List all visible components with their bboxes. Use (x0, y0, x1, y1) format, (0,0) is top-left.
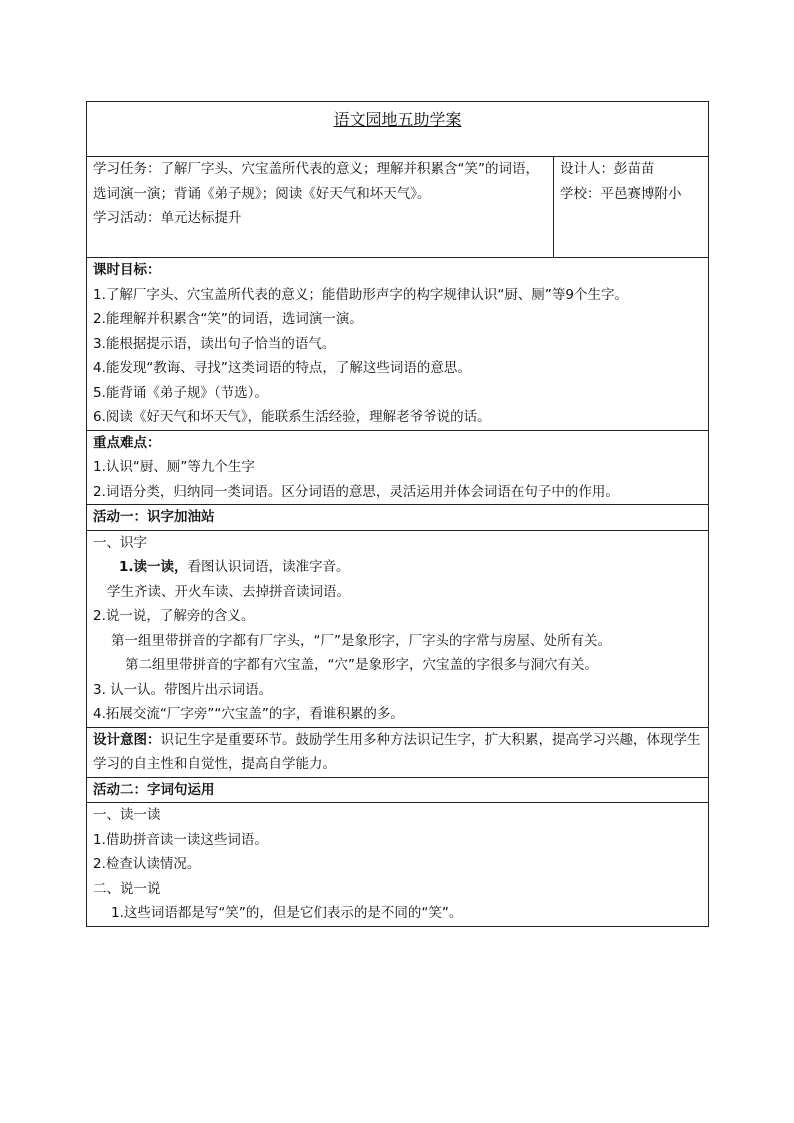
goals-row (87, 258, 709, 431)
document-title: 语文园地五助学案 (333, 110, 462, 129)
task-cell (87, 157, 554, 258)
learning-activity: 学习活动：单元达标提升 (93, 210, 242, 226)
activity1-body-cell (87, 530, 709, 727)
activity2-body-cell (87, 803, 709, 927)
goals-cell (87, 258, 709, 431)
design-intent-row (87, 727, 709, 777)
activity1-body-row (87, 530, 709, 727)
keypoints-cell (87, 430, 709, 505)
activity1-line: 2.说一说，了解旁的含义。 (93, 608, 255, 624)
design-intent (93, 728, 702, 777)
activity1-line: 4.拓展交流“厂字旁”“穴宝盖”的字，看谁积累的多。 (93, 706, 404, 722)
activity2-line: 二、说一说 (93, 880, 161, 897)
designer-cell (554, 157, 709, 258)
keypoints-row (87, 430, 709, 505)
designer: 设计人：彭苗苗 (560, 161, 655, 177)
activity1-heading: 活动一：识字加油站 (93, 509, 215, 525)
lesson-plan-table (86, 101, 709, 927)
keypoint-item: 2.词语分类，归纳同一类词语。区分词语的意思，灵活运用并体会词语在句子中的作用。 (93, 483, 619, 500)
activity1-line: 第一组里带拼音的字都有厂字头，“厂”是象形字，厂字头的字常与房屋、处所有关。 (111, 632, 611, 649)
activity2-heading-cell (87, 777, 709, 803)
activity2-line: 1.这些词语都是写“笑”的，但是它们表示的是不同的“笑”。 (111, 905, 463, 921)
goal-item: 2.能理解并积累含“笑”的词语，选词演一演。 (93, 311, 363, 327)
info-row (87, 157, 709, 258)
activity2-line: 1.借助拼音读一读这些词语。 (93, 831, 268, 848)
activity1-line (93, 555, 702, 580)
activity2-line: 一、读一读 (93, 807, 161, 823)
goal-item: 4.能发现“教诲、寻找”这类词语的特点，了解这些词语的意思。 (93, 360, 471, 376)
lesson-plan-document (86, 101, 708, 927)
activity2-heading-row (87, 777, 709, 803)
design-intent-label: 设计意图： (93, 731, 161, 748)
activity1-heading-row (87, 505, 709, 531)
goal-item: 5.能背诵《弟子规》（节选）。 (93, 384, 268, 401)
goal-item: 3.能根据提示语，读出句子恰当的语气。 (93, 335, 336, 352)
read-label: 1.读一读， (119, 559, 188, 575)
activity1-heading-cell (87, 505, 709, 531)
title-row (87, 102, 709, 157)
goal-item: 1.了解厂字头、穴宝盖所代表的意义；能借助形声字的构字规律认识“厨、厕”等9个生字。 (93, 286, 628, 303)
design-intent-text: 识记生字是重要环节。鼓励学生用多种方法识记生字，扩大积累，提高学习兴趣，体现学生学习的自主性和自觉性，提高自学能力。 (93, 731, 701, 772)
activity1-line: 学生齐读、开火车读、去掉拼音读词语。 (107, 583, 350, 600)
goals-heading: 课时目标： (93, 262, 161, 278)
activity1-line: 3. 认一认。带图片出示词语。 (93, 681, 273, 698)
read-text: 看图认识词语，读准字音。 (187, 559, 350, 575)
activity2-heading: 活动二：字词句运用 (93, 781, 215, 798)
keypoints-heading: 重点难点： (93, 434, 161, 451)
learning-task: 学习任务：了解厂字头、穴宝盖所代表的意义；理解并积累含“笑”的词语，选词演一演；背诵《弟子规》；阅读《好天气和坏天气》。 (93, 161, 539, 202)
activity2-body-row (87, 803, 709, 927)
activity1-line: 一、识字 (93, 534, 147, 551)
school: 学校：平邑赛博附小 (560, 185, 682, 202)
goal-item: 6.阅读《好天气和坏天气》，能联系生活经验，理解老爷爷说的话。 (93, 409, 491, 425)
activity2-line: 2.检查认读情况。 (93, 856, 201, 872)
design-intent-cell (87, 727, 709, 777)
keypoint-item: 1.认识“厨、厕”等九个生字 (93, 459, 255, 475)
activity1-line: 第二组里带拼音的字都有穴宝盖，“穴”是象形字，穴宝盖的字很多与洞穴有关。 (125, 657, 598, 673)
title-cell (87, 102, 709, 157)
